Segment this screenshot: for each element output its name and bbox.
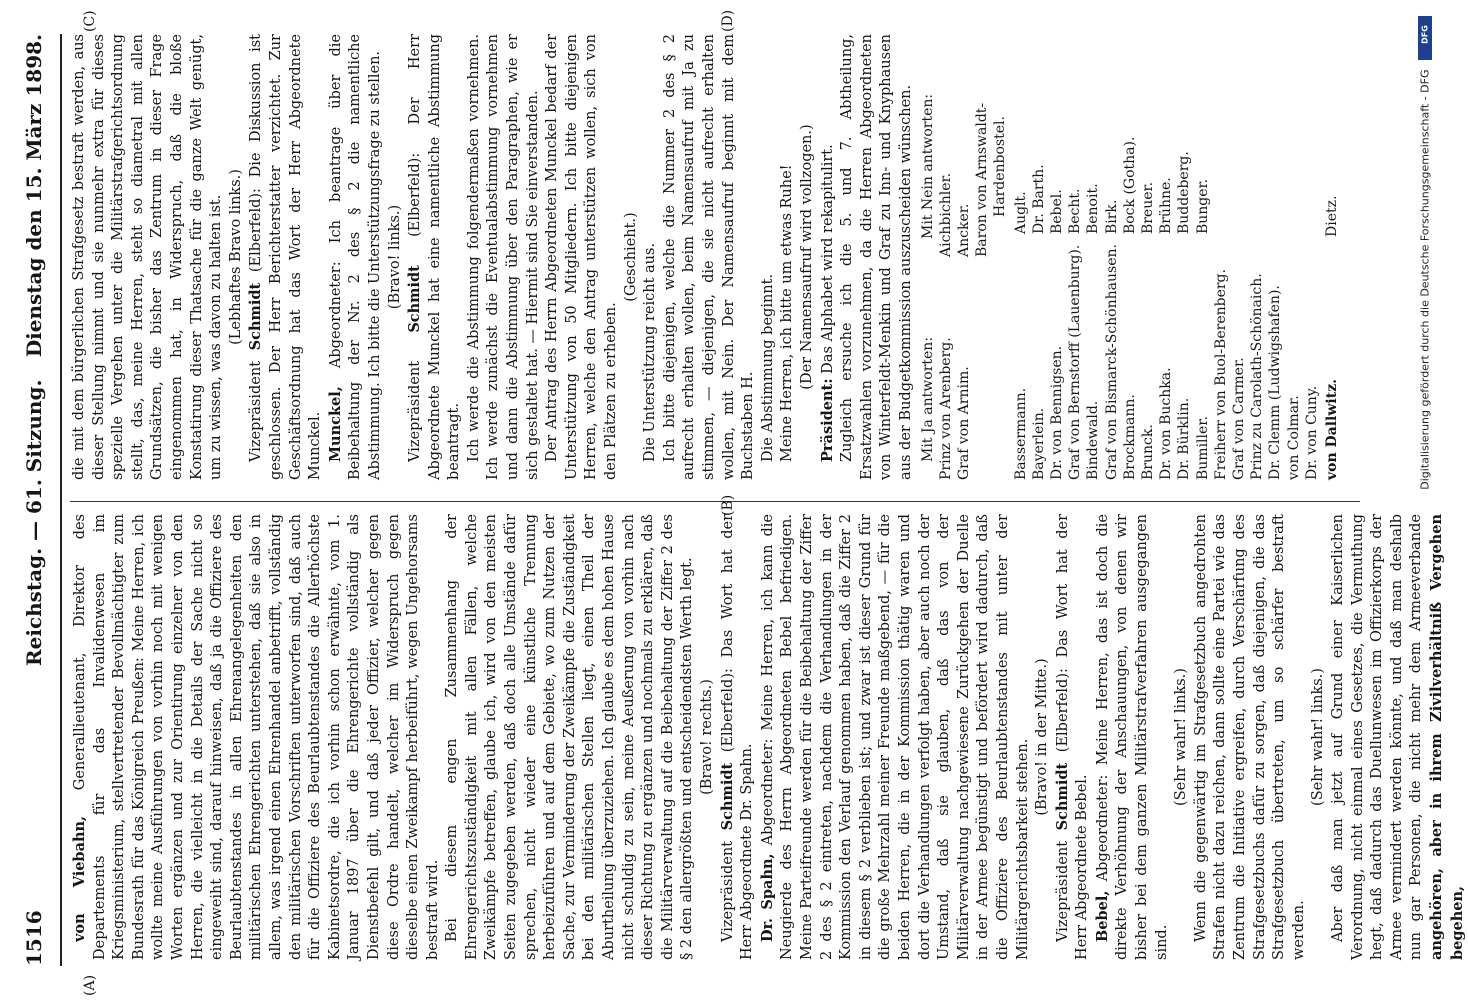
- interjection: (Sehr wahr! links.): [1173, 668, 1190, 806]
- paragraph-text: (Elberfeld): Das Wort hat der Herr Abgeordnete Bebel.: [1054, 513, 1091, 960]
- vote-heading-nein: Mit Nein antworten:: [919, 93, 936, 239]
- member-name: Buddeberg.: [1176, 151, 1193, 235]
- interjection: (Bravo! in der Mitte.): [1034, 658, 1051, 816]
- member-name: Graf von Bernstorff (Lauenburg).: [1067, 244, 1084, 480]
- marker-b: (B): [720, 494, 736, 516]
- speaker-name: von Viebahn,: [71, 815, 88, 942]
- member-name: Bassermann.: [1012, 387, 1029, 480]
- paragraph: Die Unterstützung reicht aus.: [642, 242, 659, 462]
- paragraph-text: Das Alphabet wird rekapitulirt.: [819, 144, 836, 374]
- funding-sidebar: [1418, 10, 1432, 990]
- paragraph: [1053, 514, 1093, 960]
- interjection: (Bravo! links.): [386, 204, 403, 310]
- member-name: Benoit.: [1085, 183, 1102, 235]
- member-name: Graf von Bismarck-Schönhausen.: [1103, 244, 1120, 480]
- marker-c: (C): [82, 10, 98, 32]
- emphasized-text: angehören, aber in ihrem Zivilverhältniß Vergehen begehen,: [1427, 514, 1466, 960]
- header-rule: [60, 34, 62, 966]
- paragraph: [246, 34, 325, 480]
- roll-call-column-2: [1012, 34, 1321, 244]
- speaker-name: Schmidt: [1053, 762, 1071, 831]
- member-name: Dr. von Cuny.: [1303, 385, 1320, 480]
- paragraph: [1329, 514, 1468, 960]
- role-label: Vizepräsident: [248, 360, 265, 462]
- roll-call-continued: [1323, 34, 1341, 480]
- member-name: Dr. von Buchka.: [1158, 367, 1175, 480]
- speaker-name: Schmidt: [718, 762, 736, 831]
- member-name: Graf von Arnim.: [955, 366, 972, 480]
- right-column: [70, 34, 1343, 480]
- dfg-logo-text: DFG: [1420, 25, 1430, 44]
- paragraph: [1093, 514, 1172, 960]
- paragraph-text: (Elberfeld): Der Herr Abgeordnete Munckel hat eine namentliche Abstimmung beantragt.: [407, 33, 463, 480]
- member-name: Dr. von Bennigsen.: [1048, 345, 1065, 480]
- member-name: Dr. Clemm (Ludwigshafen).: [1267, 285, 1284, 480]
- paragraph-text: (Elberfeld): Die Diskussion ist geschlossen. Der Herr Berichterstatter verzichtet. Zur Geschäftsordnung hat das Wort der Herr Abgeordnete Munckel.: [248, 33, 324, 480]
- dfg-logo: [1418, 16, 1432, 60]
- left-column: [70, 514, 1468, 960]
- vote-headings: [919, 34, 1010, 480]
- marker-a: (A): [82, 974, 98, 996]
- member-name: Becht.: [1067, 188, 1084, 235]
- paragraph: [758, 514, 1033, 960]
- member-name: Dietz.: [1324, 195, 1340, 237]
- paragraph: [326, 34, 386, 480]
- member-name: Dr. Bürklin.: [1176, 397, 1193, 480]
- speaker-name: Dr. Spahn,: [758, 853, 776, 942]
- session-title: Reichstag. — 61. Sitzung.: [22, 379, 46, 666]
- vote-column-nein: [919, 34, 1010, 257]
- interjection: (Lebhaftes Bravo links.): [227, 169, 244, 345]
- column-divider: [70, 501, 1360, 502]
- vote-heading-ja: Mit Ja antworten:: [919, 336, 936, 462]
- member-name: Bebel.: [1048, 189, 1065, 235]
- member-name: Brunck.: [1139, 424, 1156, 480]
- speaker-name: Schmidt: [406, 265, 424, 333]
- page-number: 1516: [22, 910, 46, 966]
- member-name: Auglt.: [1012, 191, 1029, 235]
- page-header: [22, 34, 56, 966]
- speaker-name: Schmidt: [247, 282, 265, 351]
- role-label: Vizepräsident: [719, 840, 736, 942]
- paragraph-text: Abgeordneter: Ich beantrage über die Beibehaltung der Nr. 2 des § 2 die namentliche Abstimmung. Ich bitte die Unterstützungsfrage zu stellen.: [327, 33, 383, 480]
- member-name: Prinz von Arenberg.: [937, 337, 954, 480]
- paragraph-text: Abgeordneter: Meine Herren, ich kann die Neugierde des Herrn Abgeordneten Bebel befriedigen. Meine Parteifreunde werden für die Beibehaltung der Ziffer 2 des § 2 eintreten, nachdem die Verhandlungen in der Kommission den Verlauf genommen haben, daß die Ziffer 2 in diesem § 2 verblieben ist; und zwar ist dieser Grund für die große Mehrzahl meiner Freunde maßgebend, — für die beiden Herren, die in der Kommission thätig waren und dort die Verhandlungen verfolgt haben, aber auch noch der Umstand, daß sie glauben, daß das von der Militärverwaltung nachgewiesene Zurückgehen der Duelle in der Armee begünstigt und befördert wird dadurch, daß die Offiziere des Beurlaubtenstandes mit unter der Militärgerichtsbarkeit stehen.: [759, 513, 1031, 960]
- paragraph: [405, 34, 465, 480]
- role-label: Vizepräsident: [1054, 840, 1071, 942]
- paragraph-text: Generallieutenant, Direktor des Departements für das Invalidenwesen im Kriegsministerium, stellvertretender Bevollmächtigter zum Bundesrath für das Königreich Preußen: Meine Herren, ich wollte meine Ausführungen von vorhin noch mit wenigen Worten ergänzen und zur Orientirung einzelner von den Herren, die vielleicht in die Details der Sache nicht so eingeweiht sind, darauf hinweisen, daß ja die Offiziere des Beurlaubtenstandes in allen Ehrenangelegenheiten den militärischen Ehrengerichten unterstehen, daß sie also in allem, was irgend einen Ehrenhandel anbetrifft, vollständig den militärischen Vorschriften unterworfen sind, daß auch für die Offiziere des Beurlaubtenstandes die Allerhöchste Kabinetsordre, die ich vorhin schon erwähnte, vom 1. Januar 1897 über die Ehrengerichte vollständig als Dienstbefehl gilt, und daß jeder Offizier, welcher gegen diese Ordre handelt, welcher im Widerspruch gegen dieselbe einen Zweikampf herbeiführt, wegen Ungehorsams bestraft wird.: [72, 514, 441, 960]
- member-name: Bumiller.: [1194, 416, 1211, 480]
- member-name: Bunger.: [1194, 178, 1211, 235]
- paragraph: Ich bitte diejenigen, welche die Nummer 2 des § 2 aufrecht erhalten wollen, beim Namensaufruf mit Ja zu stimmen, — diejenigen, die sie nicht aufrecht erhalten wollen, mit Nein. Der Namensaufruf beginnt mit dem Buchstaben H.: [661, 34, 757, 480]
- roll-call-column-1: [1012, 244, 1321, 480]
- member-name: Birk.: [1103, 199, 1120, 235]
- member-name: Bock (Gotha).: [1121, 136, 1138, 235]
- member-name: von Dallwitz.: [1324, 378, 1340, 480]
- marker-d: (D): [720, 9, 736, 32]
- funding-note: [1418, 70, 1432, 970]
- member-name: von Colmar.: [1285, 395, 1302, 480]
- paragraph: [718, 514, 758, 960]
- paragraph: Bei diesem engen Zusammenhang der Ehrengerichtszuständigkeit mit allen Fällen, welche Zweikämpfe betreffen, glaube ich, wird von den meisten Seiten zugegeben werden, daß doch alle Umstände dafür sprechen, nicht wieder eine künstliche Trennung herbeizuführen und auf dem Gebiete, wo zum Nutzen der Sache, zur Verminderung der Zweikämpfe die Zuständigkeit bei den militärischen Stellen liegt, einen Theil der Aburtheilung überzuziehen. Ich glaube es dem hohen Hause nicht schuldig zu sein, meine Aeußerung von vorhin nach dieser Richtung zu ergänzen und nochmals zu erklären, daß die Militärverwaltung auf die Beibehaltung der Ziffer 2 des § 2 den allergrößten und entscheidendsten Werth legt.: [444, 514, 696, 960]
- roll-call: [1012, 34, 1321, 480]
- member-name: Graf von Carmer.: [1230, 357, 1247, 480]
- member-name: Breuer.: [1139, 181, 1156, 235]
- paragraph: Zugleich ersuche ich die 5. und 7. Abtheilung, Ersatzwahlen vorzunehmen, da die Herren Abgeordneten von Winterfeldt-Menkin und Graf zu Inn- und Knyphausen aus der Budgetkommission auszuscheiden wünschen.: [839, 34, 914, 480]
- session-date: Dienstag den 15. März 1898.: [22, 34, 46, 358]
- paragraph: die mit dem bürgerlichen Strafgesetz bestraft werden, aus dieser Stellung nimmt und sie nunmehr extra für dieses spezielle Vergehen unter die Militärstrafgerichtsordnung stellt, das, meine Herren, steht so diametral mit allen Grundsätzen, die bisher das Zentrum in dieser Frage eingenommen hat, in Widerspruch, daß die bloße Konstatirung dieser Thatsache für die ganze Welt genügt, um zu wissen, was davon zu halten ist.: [71, 34, 225, 480]
- member-name: Prinz zu Carolath-Schönaich.: [1249, 273, 1266, 480]
- paragraph: [818, 34, 839, 480]
- roll-call-column-1-end: [1323, 277, 1341, 480]
- interjection: (Geschieht.): [622, 212, 639, 302]
- member-name: Baron von Arnswaldt-: [974, 102, 991, 257]
- speaker-name: Präsident:: [818, 378, 836, 462]
- member-name: Dr. Barth.: [1030, 164, 1047, 235]
- paragraph-text: Aber daß man jetzt auf Grund einer Kaiserlichen Verordnung, nicht einmal eines Gesetzes, die Vermuthung hegt, daß dadurch das Duellunwesen im Offizierkorps der Armee vermindert werden könnte, und daß man deshalb nun gar Personen, die nicht mehr dem Armeeverbande: [1330, 514, 1425, 960]
- paragraph: Ich werde die Abstimmung folgendermaßen vornehmen. Ich werde zunächst die Eventualabstimmung vornehmen und dann die Abstimmung über den Paragraphen, wie er sich gestaltet hat. — Hiermit sind Sie einverstanden.: [465, 34, 541, 480]
- paragraph: Meine Herren, ich bitte um etwas Ruhe!: [779, 164, 796, 462]
- member-name: Bindewald.: [1085, 400, 1102, 480]
- speaker-name: Munckel,: [326, 386, 344, 462]
- member-name: Brühne.: [1158, 177, 1175, 235]
- paragraph-text: (Elberfeld): Das Wort hat der Herr Abgeordnete Dr. Spahn.: [719, 513, 756, 960]
- paragraph: Wenn die gegenwärtig im Strafgesetzbuch angedrohten Strafen nicht dazu reichen, dann sollte eine Partei wie das Zentrum die Initiative ergreifen, durch Verschärfung des Strafgesetzbuchs dafür zu sorgen, daß diejenigen, die das Strafgesetzbuch übertreten, um so schärfer bestraft werden.: [1192, 514, 1307, 960]
- interjection: (Bravo! rechts.): [699, 679, 715, 795]
- interjection: (Der Namensaufruf wird vollzogen.): [798, 124, 815, 390]
- speaker-name: Bebel,: [1093, 890, 1111, 942]
- member-name: Bayerlein.: [1030, 407, 1047, 480]
- member-name: Brockmann.: [1121, 394, 1138, 480]
- role-label: Vizepräsident: [407, 360, 424, 462]
- member-name: Hardenbostel.: [992, 116, 1009, 217]
- paragraph: Die Abstimmung beginnt.: [759, 273, 776, 462]
- paragraph: Der Antrag des Herrn Abgeordneten Munckel bedarf der Unterstützung von 50 Mitgliedern. Ich bitte diejenigen Herren, welche den Antrag unterstützen wollen, sich von den Plätzen zu erheben.: [544, 34, 620, 480]
- member-name: Freiherr von Buol-Berenberg.: [1212, 269, 1229, 480]
- paragraph: [70, 514, 443, 960]
- roll-call-column-3: [1323, 34, 1341, 277]
- funding-note-text: Digitalisierung gefördert durch die Deutsche Forschungsgemeinschaft - DFG: [1418, 69, 1432, 490]
- paragraph-text: Abgeordneter: Meine Herren, das ist doch die direkte Verhöhnung der Anschauungen, von denen wir bisher bei dem ganzen Militärstrafverfahren ausgegangen sind.: [1094, 514, 1170, 960]
- member-name: Aichbichler.: [937, 172, 954, 257]
- interjection: (Sehr wahr! links.): [1310, 668, 1327, 806]
- member-name: Ancker.: [955, 203, 972, 257]
- vote-column-ja: [919, 257, 1010, 480]
